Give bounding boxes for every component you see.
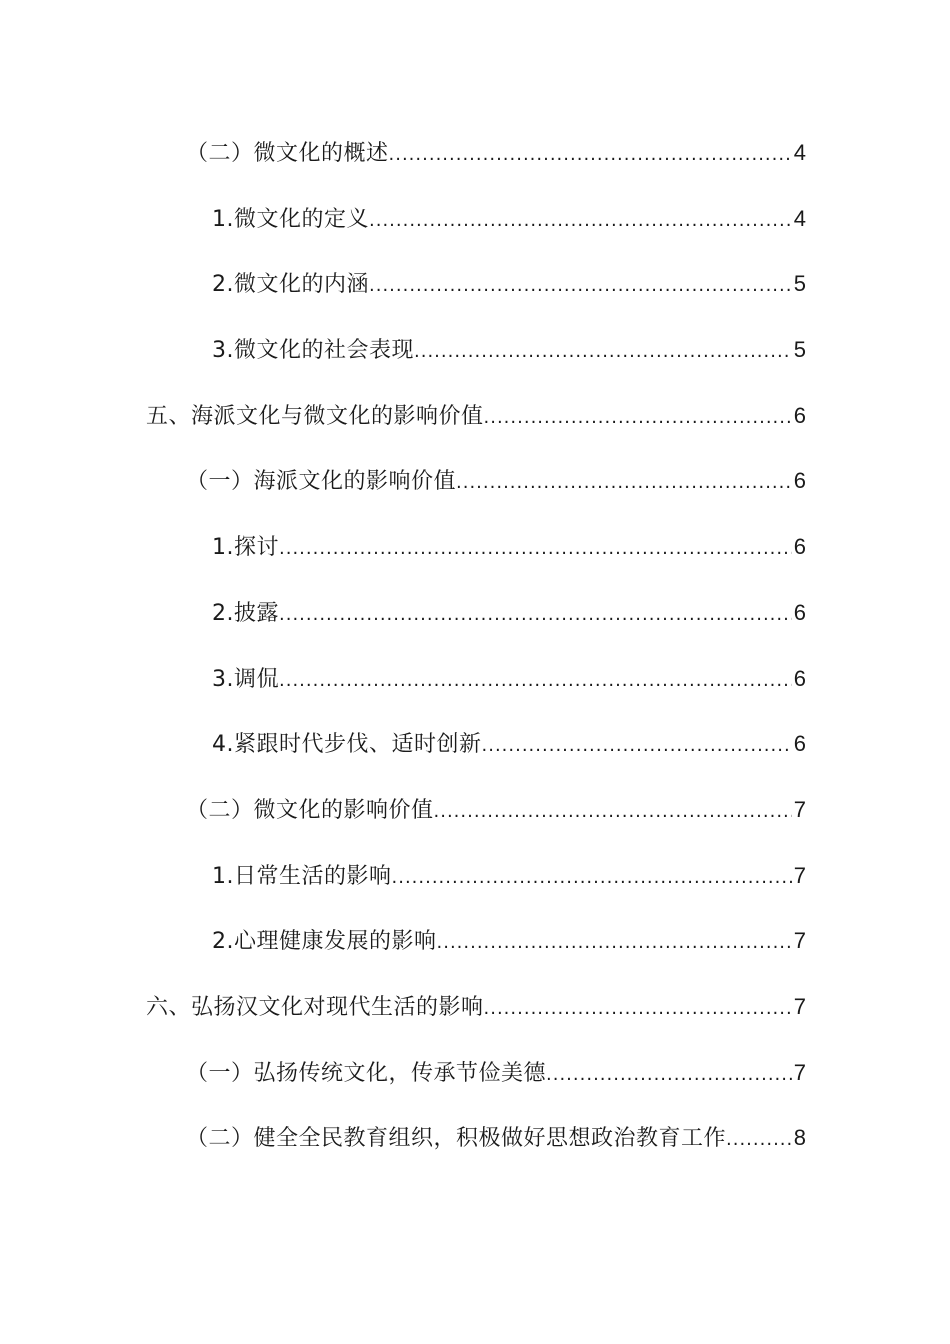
toc-page-number: 5 [793,271,806,297]
toc-page-number: 5 [793,337,806,363]
toc-entry-title: 2.微文化的内涵 [212,272,369,298]
dot-leader [456,450,792,516]
toc-entry[interactable] [0,777,950,843]
toc-entry-title: 五、海派文化与微文化的影响价值 [146,403,484,429]
dot-leader [279,648,792,714]
toc-entry-title: 六、弘扬汉文化对现代生活的影响 [146,994,484,1020]
toc-entry-row [212,317,806,385]
toc-entry[interactable] [0,383,950,449]
toc-entry[interactable] [0,580,950,646]
toc-page-number: 8 [793,1125,806,1151]
toc-entry-title: 3.调侃 [212,666,279,692]
toc-entry-title: 4.紧跟时代步伐、适时创新 [212,732,482,758]
dot-leader [369,188,792,254]
dot-leader [279,582,792,648]
toc-entry-row [212,646,806,714]
toc-page-number: 6 [793,665,806,691]
toc-entry-row [212,514,806,582]
toc-entry-title: （二）微文化的影响价值 [186,797,434,823]
toc-page-number: 7 [793,928,806,954]
toc-entry-row [212,908,806,976]
toc-entry[interactable] [0,120,950,186]
dot-leader [484,385,792,451]
toc-entry-title: 1.微文化的定义 [212,206,369,232]
dot-leader [726,1107,792,1173]
toc-page-number: 7 [793,796,806,822]
toc-entry-row [146,974,806,1042]
toc-page-number: 6 [793,468,806,494]
toc-entry-title: （二）健全全民教育组织，积极做好思想政治教育工作 [186,1126,727,1152]
toc-entry-title: （一）海派文化的影响价值 [186,469,457,495]
toc-entry[interactable] [0,251,950,317]
toc-entry-title: 1.日常生活的影响 [212,863,392,889]
toc-page-number: 4 [793,140,806,165]
toc-entry[interactable] [0,843,950,909]
toc-page-number: 6 [793,731,806,757]
toc-entry-title: 3.微文化的社会表现 [212,338,414,364]
toc-entry[interactable] [0,711,950,777]
toc-entry[interactable] [0,1105,950,1171]
toc-entry-row [186,777,806,845]
toc-entry-row [212,186,806,254]
toc-entry[interactable] [0,514,950,580]
toc-page-number: 6 [793,402,806,428]
dot-leader [546,1042,792,1108]
toc-entry-row [212,843,806,911]
toc-entry[interactable] [0,317,950,383]
toc-entry-row [146,383,806,451]
toc-entry[interactable] [0,1040,950,1106]
toc-entry-title: 1.探讨 [212,535,279,561]
dot-leader [437,910,792,976]
dot-leader [389,122,792,188]
toc-entry-row [186,448,806,516]
dot-leader [482,713,792,779]
toc-page-number: 4 [793,205,806,231]
table-of-contents [0,120,950,1171]
toc-entry-row [212,251,806,319]
toc-entry-row [212,580,806,648]
toc-entry[interactable] [0,186,950,252]
toc-page-number: 7 [793,862,806,888]
toc-entry[interactable] [0,448,950,514]
toc-entry[interactable] [0,908,950,974]
dot-leader [414,319,792,385]
toc-entry-row [212,711,806,779]
dot-leader [369,253,792,319]
toc-entry-row [186,1105,806,1173]
toc-page-number: 7 [793,1059,806,1085]
toc-page-number: 6 [793,599,806,625]
dot-leader [484,976,792,1042]
dot-leader [279,516,792,582]
toc-entry-row [186,120,806,188]
dot-leader [434,779,792,845]
toc-page-number: 6 [793,534,806,560]
toc-entry-title: （二）微文化的概述 [186,141,389,166]
toc-entry-title: 2.心理健康发展的影响 [212,929,437,955]
toc-entry-title: （一）弘扬传统文化，传承节俭美德 [186,1060,547,1086]
toc-entry-row [186,1040,806,1108]
dot-leader [392,845,792,911]
toc-entry[interactable] [0,974,950,1040]
toc-entry[interactable] [0,646,950,712]
toc-page-number: 7 [793,993,806,1019]
toc-entry-title: 2.披露 [212,600,279,626]
